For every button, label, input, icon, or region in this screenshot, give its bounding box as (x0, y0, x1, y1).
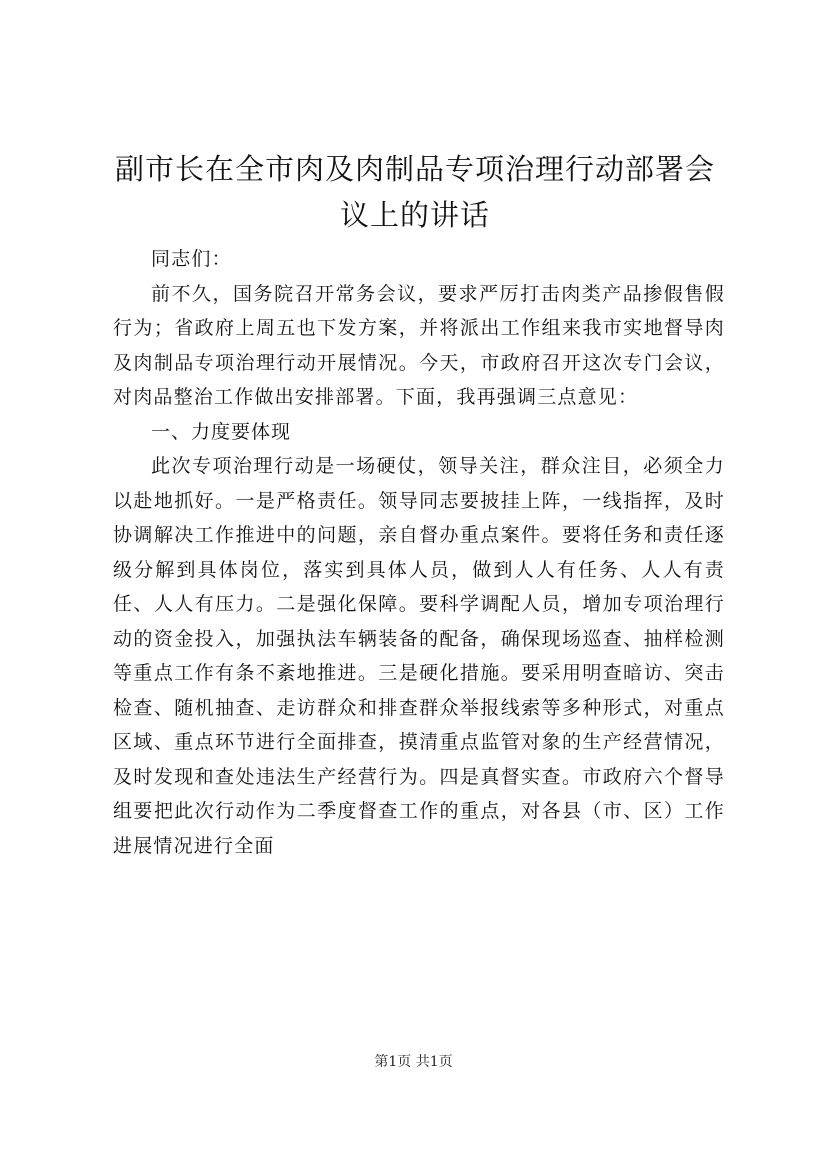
document-body (113, 242, 725, 863)
paragraph-section-one: 此次专项治理行动是一场硬仗，领导关注，群众注目，必须全力以赴地抓好。一是严格责任。领导同志要披挂上阵，一线指挥，及时协调解决工作推进中的问题，亲自督办重点案件。要将任务和责任逐级分解到具体岗位，落实到具体人员，做到人人有任务、人人有责任、人人有压力。二是强化保障。要科学调配人员，增加专项治理行动的资金投入，加强执法车辆装备的配备，确保现场巡查、抽样检测等重点工作有条不紊地推进。三是硬化措施。要采用明查暗访、突击检查、随机抽查、走访群众和排查群众举报线索等多种形式，对重点区域、重点环节进行全面排查，摸清重点监管对象的生产经营情况，及时发现和查处违法生产经营行为。四是真督实查。市政府六个督导组要把此次行动作为二季度督查工作的重点，对各县（市、区）工作进展情况进行全面 (113, 455, 725, 857)
section-heading: 一、力度要体现 (151, 420, 292, 443)
page-number-footer: 第1页 共1页 (374, 1054, 453, 1070)
document-title: 副市长在全市肉及肉制品专项治理行动部署会议上的讲话 (114, 152, 715, 232)
paragraph-intro: 前不久，国务院召开常务会议，要求严厉打击肉类产品掺假售假行为；省政府上周五也下发方案，并将派出工作组来我市实地督导肉及肉制品专项治理行动开展情况。今天，市政府召开这次专门会议，对肉品整治工作做出安排部署。下面，我再强调三点意见： (113, 282, 725, 408)
salutation: 同志们： (151, 248, 232, 270)
